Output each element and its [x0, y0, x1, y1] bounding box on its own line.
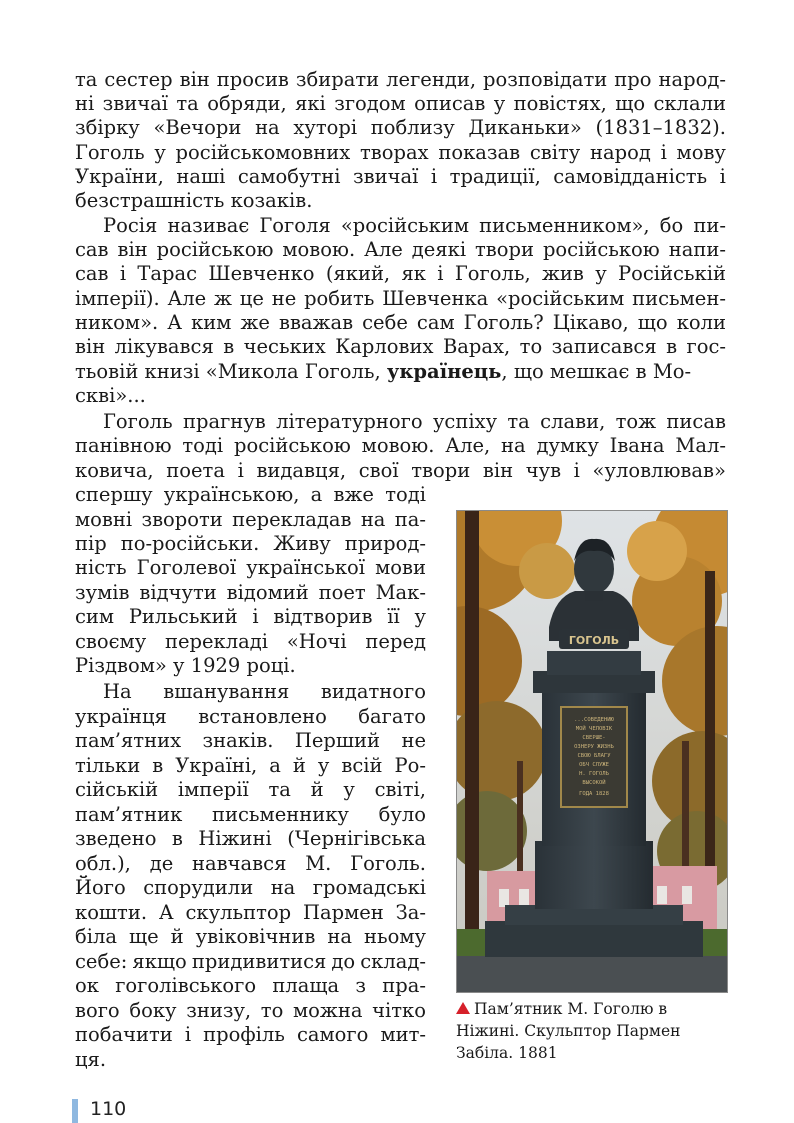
word: спорудили — [143, 876, 254, 899]
word: у — [493, 92, 506, 115]
word: записався — [551, 335, 657, 358]
word: якщо — [132, 950, 187, 973]
word: а — [269, 754, 281, 777]
word: у — [343, 778, 355, 801]
word: сим — [75, 605, 115, 628]
word: (1831–1832). — [595, 116, 726, 139]
caption-line: Ніжині. Скульптор Пармен — [456, 1022, 681, 1040]
word: то — [519, 335, 543, 358]
text-line — [75, 974, 426, 998]
word: твори — [411, 459, 471, 482]
word: ником». — [75, 311, 159, 334]
text-line — [75, 705, 426, 729]
word: Але — [167, 287, 207, 310]
text-line — [75, 141, 726, 165]
word: імперії). — [75, 287, 160, 310]
word: він — [117, 238, 148, 261]
word: називає — [167, 214, 250, 237]
word: ність — [75, 556, 127, 579]
word: не — [401, 729, 426, 752]
text-line — [75, 556, 426, 580]
word: (який, — [325, 262, 391, 285]
text-line — [75, 92, 726, 116]
word: мит- — [380, 1023, 426, 1046]
word: в — [152, 754, 164, 777]
text-line — [75, 287, 726, 311]
text-line — [75, 901, 426, 925]
word: своєму — [75, 630, 147, 653]
word: Диканьки» — [468, 116, 582, 139]
word: Цікаво, — [552, 311, 629, 334]
word: відтворив — [273, 605, 373, 628]
word: то — [260, 999, 284, 1022]
word: згодом — [334, 92, 406, 115]
word: світу — [529, 141, 581, 164]
word: Карлових — [335, 335, 434, 358]
word: було — [378, 803, 426, 826]
word: вшанування — [163, 680, 290, 703]
word: що — [615, 92, 646, 115]
word: писав — [666, 410, 726, 433]
word: «Ночі — [286, 630, 347, 653]
word: хуторі — [293, 116, 358, 139]
word: зведено — [75, 827, 157, 850]
word: та — [75, 68, 98, 91]
word: скульптор — [185, 901, 292, 924]
word: Але, — [445, 434, 491, 457]
photo-caption — [456, 998, 726, 1064]
word: а — [310, 483, 323, 506]
word: прагнув — [182, 410, 266, 433]
plaque-line: ОЗНЕРУ ЖИЗНЬ — [574, 744, 614, 750]
word: самого — [296, 1023, 369, 1046]
word: в — [223, 335, 235, 358]
word: слави, — [540, 410, 606, 433]
word: М. — [305, 852, 332, 875]
word: думку — [536, 434, 599, 457]
word: Пармен — [302, 901, 384, 924]
word: він — [179, 68, 210, 91]
word: встановлено — [198, 705, 327, 728]
word: зумів — [75, 581, 130, 604]
word: Гоголь. — [350, 852, 426, 875]
word: Шевченка — [382, 287, 489, 310]
text-line: Різдвом» у 1929 році. — [75, 654, 296, 677]
word: по-російськи. — [120, 532, 260, 555]
word: збірку — [75, 116, 140, 139]
word: тільки — [75, 754, 141, 777]
caption-text: Пам’ятник М. Гоголю в — [474, 1000, 668, 1018]
word: українця — [75, 705, 167, 728]
word: де — [149, 852, 174, 875]
text-segment: тьовій книзі «Микола Гоголь, — [75, 360, 381, 383]
word: Мак- — [375, 581, 426, 604]
word: профіль — [203, 1023, 285, 1046]
word: гоголівського — [115, 974, 257, 997]
word: творах — [360, 141, 429, 164]
word: в — [666, 335, 678, 358]
word: пи- — [693, 214, 726, 237]
word: себе — [362, 311, 408, 334]
word: поет — [318, 581, 366, 604]
text-line — [75, 335, 726, 359]
word: багато — [358, 705, 426, 728]
word: показав — [438, 141, 521, 164]
text-line — [75, 852, 426, 876]
word: навчався — [192, 852, 287, 875]
word: Живу — [273, 532, 331, 555]
word: сам — [416, 311, 455, 334]
word: на — [501, 434, 526, 457]
word: Мал- — [675, 434, 726, 457]
plaque-line: СВОЮ БЛАГУ — [577, 753, 611, 759]
word: панівною — [75, 434, 172, 457]
text-line — [75, 508, 426, 532]
word: розповідати — [483, 68, 608, 91]
word: і — [119, 262, 127, 285]
bold-word: українець — [386, 360, 502, 383]
word: «російським — [496, 287, 625, 310]
word: повістях, — [513, 92, 607, 115]
word: наші — [176, 165, 226, 188]
word: Тарас — [137, 262, 198, 285]
word: Перший — [294, 729, 380, 752]
text-line — [75, 483, 426, 507]
word: у — [154, 141, 166, 164]
word: про — [614, 68, 652, 91]
word: ще — [129, 925, 159, 948]
word: на — [255, 116, 280, 139]
word: напи- — [668, 238, 726, 261]
word: збирати — [295, 68, 380, 91]
word: російською — [542, 238, 660, 261]
word: звичаї — [102, 92, 168, 115]
plaque-line: ГОДА 1828 — [579, 791, 609, 797]
word: обл.), — [75, 852, 131, 875]
page-marker-bar — [72, 1099, 78, 1123]
word: і — [573, 459, 580, 482]
word: чітко — [372, 999, 426, 1022]
plaque-line: ...СОВЕДЕНИЮ — [574, 717, 614, 723]
word: письмен- — [632, 287, 726, 310]
word: гос- — [686, 335, 726, 358]
word: па- — [394, 508, 426, 531]
page-number: 110 — [90, 1098, 127, 1120]
word: придивитися — [191, 950, 327, 973]
word: А — [167, 311, 183, 334]
word: на — [360, 508, 386, 531]
text-line — [75, 410, 726, 434]
word: в — [171, 827, 183, 850]
text-line — [75, 360, 726, 384]
word: й — [170, 925, 184, 948]
word: народ- — [658, 68, 726, 91]
word: Гоголь — [75, 141, 145, 164]
text-line — [75, 238, 726, 262]
word: За- — [395, 901, 426, 924]
word: це — [239, 287, 264, 310]
word: «уловлював» — [592, 459, 726, 482]
text-line — [75, 434, 726, 458]
word: перекладав — [232, 508, 352, 531]
word: легенди, — [386, 68, 477, 91]
word: Ро- — [394, 754, 426, 777]
text-line — [75, 311, 726, 335]
word: перед — [365, 630, 426, 653]
word: ковича, — [75, 459, 154, 482]
word: та — [176, 92, 199, 115]
plaque-line: ВЫСОКОЙ — [582, 780, 606, 786]
word: тоді — [385, 483, 426, 506]
text-line — [75, 532, 426, 556]
word: російською — [234, 434, 351, 457]
word: ок — [75, 974, 99, 997]
word: самовідданість — [553, 165, 708, 188]
word: та — [507, 410, 530, 433]
word: світі, — [374, 778, 426, 801]
word: побачити — [75, 1023, 173, 1046]
word: успіху — [432, 410, 498, 433]
word: народ — [589, 141, 651, 164]
word: А — [158, 901, 174, 924]
word: На — [103, 680, 132, 703]
word: пам’ятних — [75, 729, 182, 752]
text-line — [75, 950, 426, 974]
word: Україні, — [175, 754, 258, 777]
word: коли — [676, 311, 726, 334]
text-line — [75, 459, 726, 483]
word: всій — [341, 754, 383, 777]
word: не — [271, 287, 297, 310]
text-line: ця. — [75, 1048, 107, 1071]
word: її — [387, 605, 400, 628]
word: увіковічнив — [195, 925, 316, 948]
word: Гоголевої — [136, 556, 237, 579]
word: сестер — [104, 68, 173, 91]
word: Ніжині — [198, 827, 272, 850]
word: перекладі — [165, 630, 269, 653]
text-line — [75, 729, 426, 753]
word: склад- — [360, 950, 426, 973]
word: мовні — [75, 508, 133, 531]
text-line — [75, 581, 426, 605]
word: деякі — [411, 238, 467, 261]
word: ж — [214, 287, 232, 310]
word: лікувався — [114, 335, 214, 358]
word: українською, — [163, 483, 300, 506]
plaque-line: Н. ГОГОЛЬ — [579, 771, 609, 777]
word: Гоголь — [103, 410, 173, 433]
word: російською — [156, 238, 274, 261]
word: поета — [166, 459, 225, 482]
word: тоді — [182, 434, 224, 457]
monument-name: ГОГОЛЬ — [568, 634, 620, 647]
word: вже — [333, 483, 374, 506]
word: що — [637, 311, 668, 334]
word: до — [331, 950, 356, 973]
word: України, — [75, 165, 164, 188]
word: боку — [129, 999, 177, 1022]
word: сав — [75, 238, 109, 261]
word: мови — [375, 556, 426, 579]
word: вого — [75, 999, 120, 1022]
caption-line: Забіла. 1881 — [456, 1044, 558, 1062]
word: описав — [414, 92, 486, 115]
text-line — [75, 827, 426, 851]
word: й — [292, 754, 306, 777]
word: себе: — [75, 950, 128, 973]
word: сав — [75, 262, 109, 285]
word: з — [355, 974, 367, 997]
word: Шевченко — [208, 262, 315, 285]
word: видавця, — [256, 459, 347, 482]
plaque-line: СВЕРШЕ- — [582, 735, 606, 741]
word: української — [246, 556, 365, 579]
word: природ- — [344, 532, 426, 555]
word: сійській — [75, 778, 159, 801]
word: обряди, — [207, 92, 287, 115]
word: знизу, — [186, 999, 252, 1022]
word: літературного — [276, 410, 423, 433]
word: Гоголя — [259, 214, 331, 237]
word: ньому — [364, 925, 426, 948]
word: твори — [475, 238, 534, 261]
word: традиції, — [449, 165, 541, 188]
word: письменнику — [212, 803, 349, 826]
text-line — [75, 876, 426, 900]
word: «російським — [340, 214, 470, 237]
text-line — [75, 999, 426, 1023]
word: мовою. — [361, 434, 435, 457]
text-line: скві»... — [75, 384, 146, 407]
monument-photo — [456, 510, 728, 993]
text-line — [75, 925, 426, 949]
word: Гоголь, — [454, 262, 531, 285]
word: на — [270, 876, 296, 899]
word: і — [252, 605, 259, 628]
word: і — [430, 165, 438, 188]
word: пам’ятник — [75, 803, 183, 826]
word: чув — [525, 459, 562, 482]
word: він — [482, 459, 514, 482]
text-segment: , що мешкає в Мо- — [501, 360, 692, 383]
word: Росія — [103, 214, 158, 237]
word: Його — [75, 876, 126, 899]
word: у — [414, 605, 426, 628]
text-line: безстрашність козаків. — [75, 189, 313, 212]
triangle-marker-icon — [456, 1002, 470, 1014]
word: робить — [304, 287, 375, 310]
word: ким — [191, 311, 232, 334]
word: Російській — [617, 262, 726, 285]
word: свої — [358, 459, 399, 482]
text-line — [75, 754, 426, 778]
word: і — [719, 165, 726, 188]
text-line — [75, 630, 426, 654]
word: відомий — [226, 581, 309, 604]
text-line — [75, 778, 426, 802]
word: і — [660, 141, 667, 164]
word: і — [437, 262, 444, 285]
word: поблизу — [370, 116, 455, 139]
word: жив — [541, 262, 584, 285]
word: російськомовних — [175, 141, 351, 164]
word: у — [595, 262, 607, 285]
word: імперії — [177, 778, 249, 801]
text-line — [75, 803, 426, 827]
word: (Чернігівська — [287, 827, 426, 850]
caption-line — [456, 998, 726, 1020]
word: Івана — [609, 434, 665, 457]
word: й — [310, 778, 324, 801]
word: спершу — [75, 483, 153, 506]
word: тож — [615, 410, 657, 433]
text-line — [75, 116, 726, 140]
word: відчути — [139, 581, 217, 604]
text-line — [75, 68, 726, 92]
word: Але — [364, 238, 403, 261]
word: звороти — [141, 508, 223, 531]
word: видатного — [320, 680, 426, 703]
word: мовою. — [282, 238, 356, 261]
word: плаща — [272, 974, 340, 997]
word: просив — [216, 68, 289, 91]
word: бо — [659, 214, 684, 237]
word: біла — [75, 925, 117, 948]
plaque-line: ОБЧ СЛУЖЕ — [579, 762, 609, 768]
word: які — [295, 92, 326, 115]
text-line — [75, 605, 426, 629]
word: пір — [75, 532, 107, 555]
word: мову — [676, 141, 726, 164]
word: громадські — [312, 876, 426, 899]
word: можна — [293, 999, 363, 1022]
word: письменником», — [479, 214, 650, 237]
word: звичаї — [353, 165, 419, 188]
word: Гоголь? — [463, 311, 544, 334]
word: і — [184, 1023, 192, 1046]
text-line — [75, 1023, 426, 1047]
word: Рильський — [128, 605, 238, 628]
word: кошти. — [75, 901, 148, 924]
text-line — [75, 680, 426, 704]
word: Варах, — [442, 335, 511, 358]
word: «Вечори — [153, 116, 242, 139]
word: у — [317, 754, 330, 777]
word: же — [240, 311, 270, 334]
word: чеських — [243, 335, 326, 358]
text-line — [75, 214, 726, 238]
word: знаків. — [202, 729, 274, 752]
word: пра- — [382, 974, 426, 997]
word: на — [327, 925, 352, 948]
text-line — [75, 262, 726, 286]
word: як — [401, 262, 426, 285]
word: самобутні — [237, 165, 341, 188]
plaque-line: МОЙ ЧЕЛОВІК — [575, 726, 613, 732]
word: склали — [653, 92, 726, 115]
word: вважав — [278, 311, 354, 334]
word: і — [237, 459, 244, 482]
word: та — [268, 778, 291, 801]
word: він — [75, 335, 106, 358]
word: ні — [75, 92, 95, 115]
text-line — [75, 165, 726, 189]
